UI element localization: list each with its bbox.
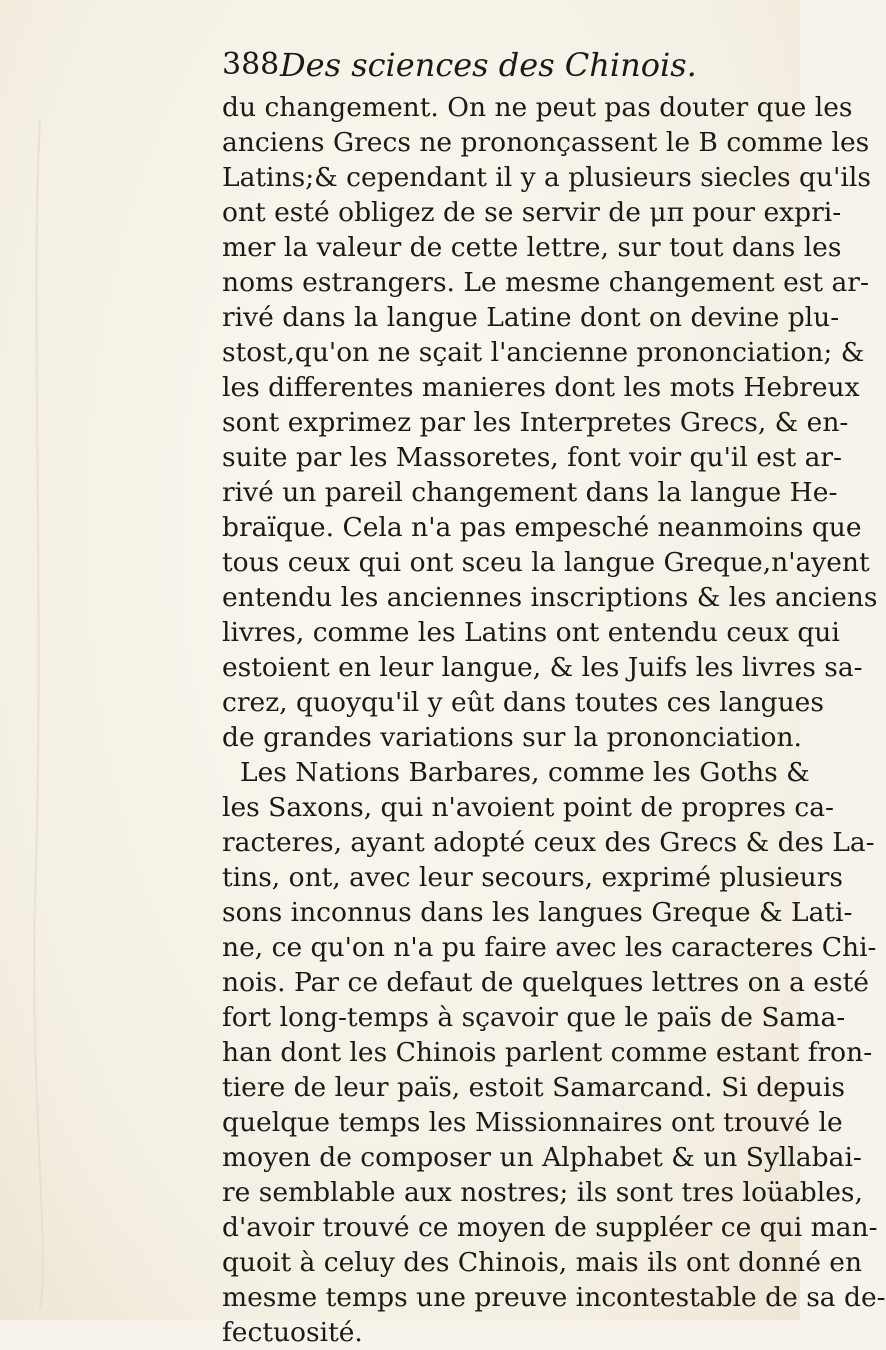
text-line: livres, comme les Latins ont entendu ceux qui <box>222 617 840 648</box>
text-line: ne, ce qu'on n'a pu faire avec les caracteres Chi- <box>222 932 877 963</box>
text-line: quoit à celuy des Chinois, mais ils ont donné en <box>222 1247 863 1278</box>
text-line: entendu les anciennes inscriptions & les anciens <box>222 582 878 613</box>
text-line: sont exprimez par les Interpretes Grecs, & en- <box>222 407 849 438</box>
text-line: re semblable aux nostres; ils sont tres loüables, <box>222 1177 863 1208</box>
text-line: mesme temps une preuve incontestable de sa de- <box>222 1282 886 1313</box>
page-number: 388 <box>222 47 280 82</box>
text-line: du changement. On ne peut pas douter que les <box>222 92 853 123</box>
text-line: noms estrangers. Le mesme changement est ar- <box>222 267 869 298</box>
text-line: suite par les Massoretes, font voir qu'il est ar- <box>222 442 843 473</box>
page-header <box>222 40 697 90</box>
text-line: anciens Grecs ne prononçassent le B comme les <box>222 127 870 158</box>
text-line: braïque. Cela n'a pas empesché neanmoins que <box>222 512 862 543</box>
text-line: rivé un pareil changement dans la langue He- <box>222 477 838 508</box>
text-line: les Saxons, qui n'avoient point de propres ca- <box>222 792 834 823</box>
text-line: tiere de leur païs, estoit Samarcand. Si depuis <box>222 1072 845 1103</box>
text-line: nois. Par ce defaut de quelques lettres on a esté <box>222 967 869 998</box>
text-line: crez, quoyqu'il y eût dans toutes ces langues <box>222 687 824 718</box>
text-line: ont esté obligez de se servir de μπ pour expri- <box>222 197 842 228</box>
body-text <box>222 90 886 1350</box>
text-line: rivé dans la langue Latine dont on devine plu- <box>222 302 840 333</box>
text-line: mer la valeur de cette lettre, sur tout dans les <box>222 232 842 263</box>
text-line: moyen de composer un Alphabet & un Syllabai- <box>222 1142 862 1173</box>
running-title: Des sciences des Chinois. <box>280 46 697 84</box>
text-line: quelque temps les Missionnaires ont trouvé le <box>222 1107 843 1138</box>
text-line: tins, ont, avec leur secours, exprimé plusieurs <box>222 862 844 893</box>
text-line: les differentes manieres dont les mots Hebreux <box>222 372 860 403</box>
text-line: fort long-temps à sçavoir que le païs de Sama- <box>222 1002 846 1033</box>
text-line: fectuosité. <box>222 1317 363 1348</box>
text-line: Les Nations Barbares, comme les Goths & <box>240 757 810 788</box>
text-line: sons inconnus dans les langues Greque & Lati- <box>222 897 853 928</box>
text-line: racteres, ayant adopté ceux des Grecs & des La- <box>222 827 875 858</box>
text-line: de grandes variations sur la prononciation. <box>222 722 802 753</box>
text-line: stost,qu'on ne sçait l'ancienne prononciation; & <box>222 337 865 368</box>
text-line: tous ceux qui ont sceu la langue Greque,n'ayent <box>222 547 870 578</box>
text-line: han dont les Chinois parlent comme estant fron- <box>222 1037 873 1068</box>
text-line: d'avoir trouvé ce moyen de suppléer ce qui man- <box>222 1212 878 1243</box>
text-line: Latins;& cependant il y a plusieurs siecles qu'ils <box>222 162 871 193</box>
text-line: estoient en leur langue, & les Juifs les livres sa- <box>222 652 863 683</box>
